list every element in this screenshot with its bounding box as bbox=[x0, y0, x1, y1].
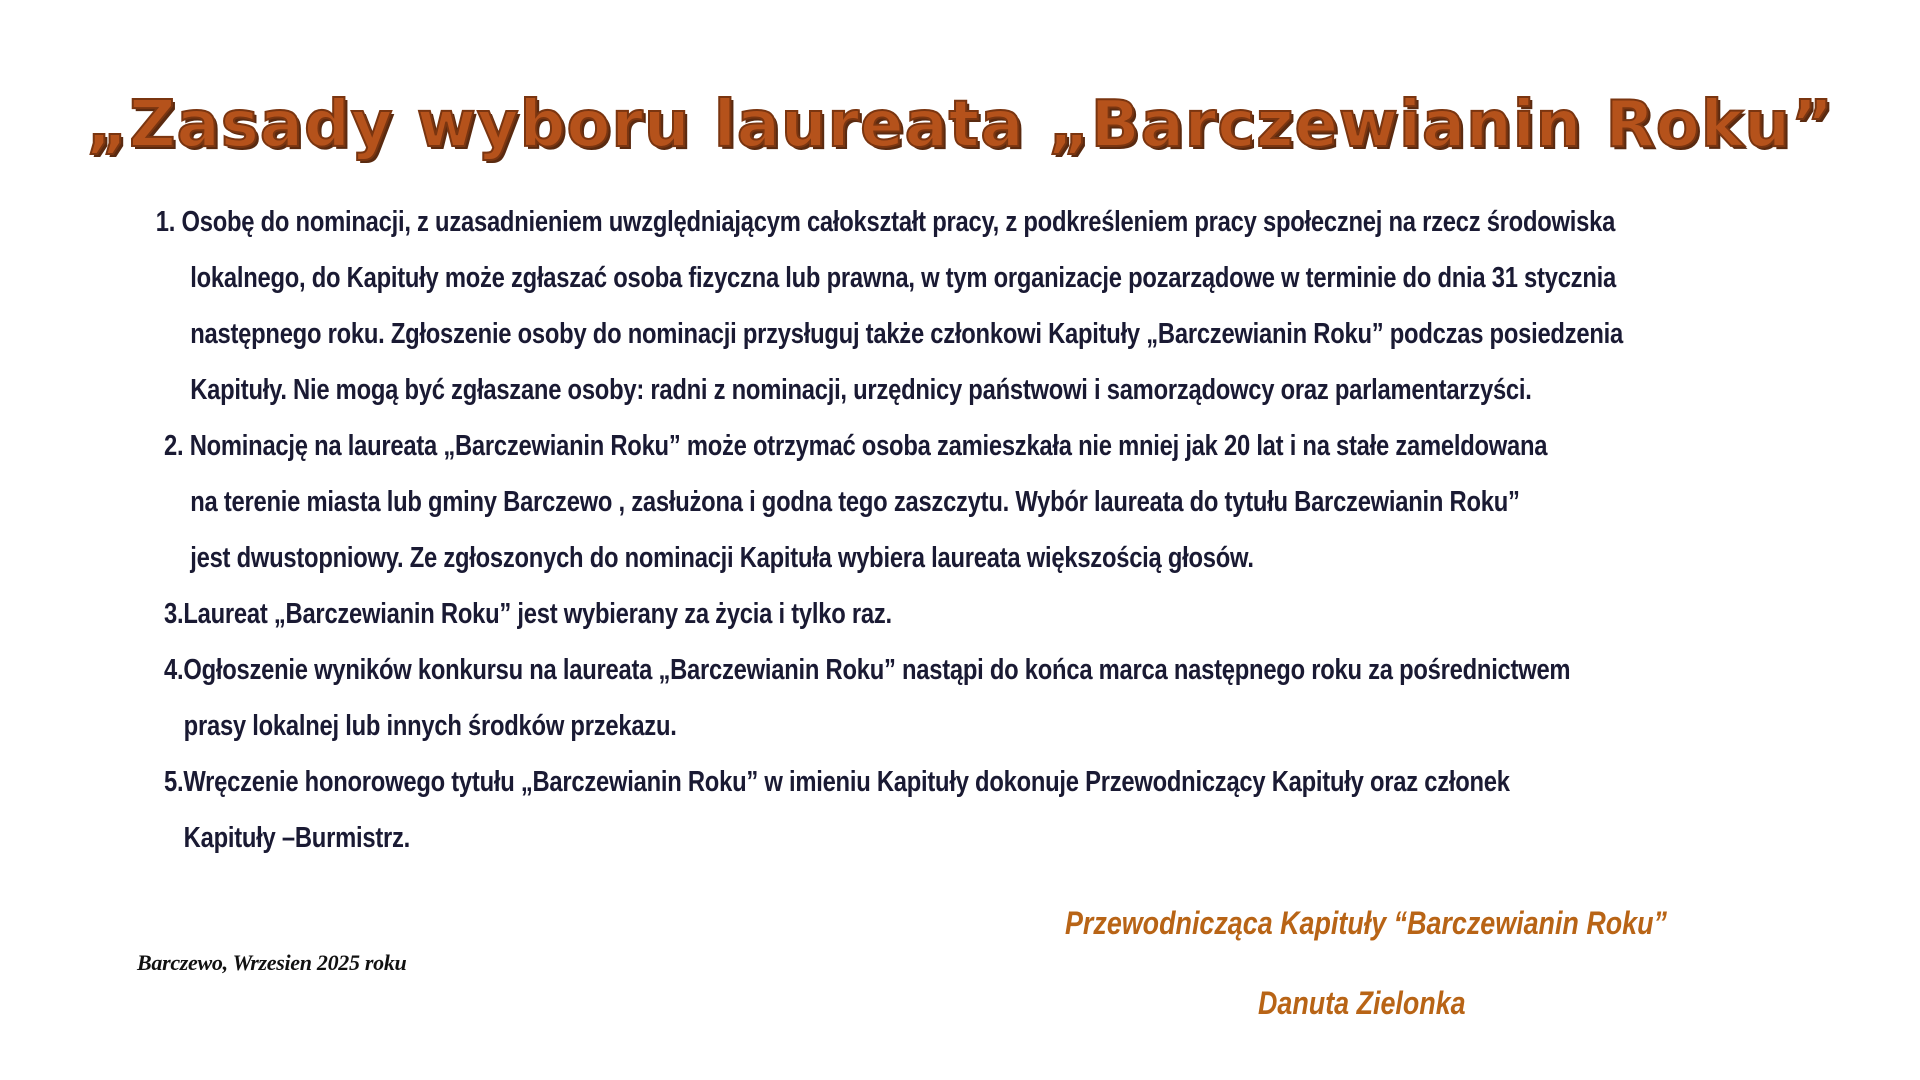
rule-2-line-1: 2. Nominację na laureata „Barczewianin Roku” może otrzymać osoba zamieszkała nie mniej jak 20 lat i na stałe zameldowana bbox=[164, 430, 1548, 462]
rule-4-line-1: 4.Ogłoszenie wyników konkursu na laureata „Barczewianin Roku” nastąpi do końca marca następnego roku za pośrednictwem bbox=[164, 654, 1571, 686]
rule-1-line-4: Kapituły. Nie mogą być zgłaszane osoby: radni z nominacji, urzędnicy państwowi i samorządowcy oraz parlamentarzyści. bbox=[190, 374, 1532, 406]
signature-name: Danuta Zielonka bbox=[1258, 985, 1466, 1021]
rule-5-line-2: Kapituły –Burmistrz. bbox=[183, 822, 410, 854]
rule-1-line-1: 1. Osobę do nominacji, z uzasadnieniem uwzględniającym całokształt pracy, z podkreśleniem pracy społecznej na rzecz środowiska bbox=[155, 206, 1616, 238]
rule-4-line-2: prasy lokalnej lub innych środków przekazu. bbox=[183, 710, 677, 742]
rule-3-line-1: 3.Laureat „Barczewianin Roku” jest wybierany za życia i tylko raz. bbox=[164, 598, 892, 630]
document-title: „Zasady wyboru laureata „Barczewianin Roku” bbox=[86, 88, 1834, 162]
rule-1-line-2: lokalnego, do Kapituły może zgłaszać osoba fizyczna lub prawna, w tym organizacje pozarządowe w terminie do dnia 31 stycznia bbox=[190, 262, 1616, 294]
rule-5-line-1: 5.Wręczenie honorowego tytułu „Barczewianin Roku” w imieniu Kapituły dokonuje Przewodniczący Kapituły oraz członek bbox=[164, 766, 1510, 798]
rule-2-line-3: jest dwustopniowy. Ze zgłoszonych do nominacji Kapituła wybiera laureata większością głosów. bbox=[190, 542, 1254, 574]
place-date: Barczewo, Wrzesien 2025 roku bbox=[137, 950, 407, 975]
signature-role: Przewodnicząca Kapituły “Barczewianin Roku” bbox=[1065, 905, 1667, 941]
rule-1-line-3: następnego roku. Zgłoszenie osoby do nominacji przysługuj także członkowi Kapituły „Barczewianin Roku” podczas posiedzenia bbox=[190, 318, 1623, 350]
rule-2-line-2: na terenie miasta lub gminy Barczewo , zasłużona i godna tego zaszczytu. Wybór laureata do tytułu Barczewianin Roku” bbox=[190, 486, 1520, 518]
